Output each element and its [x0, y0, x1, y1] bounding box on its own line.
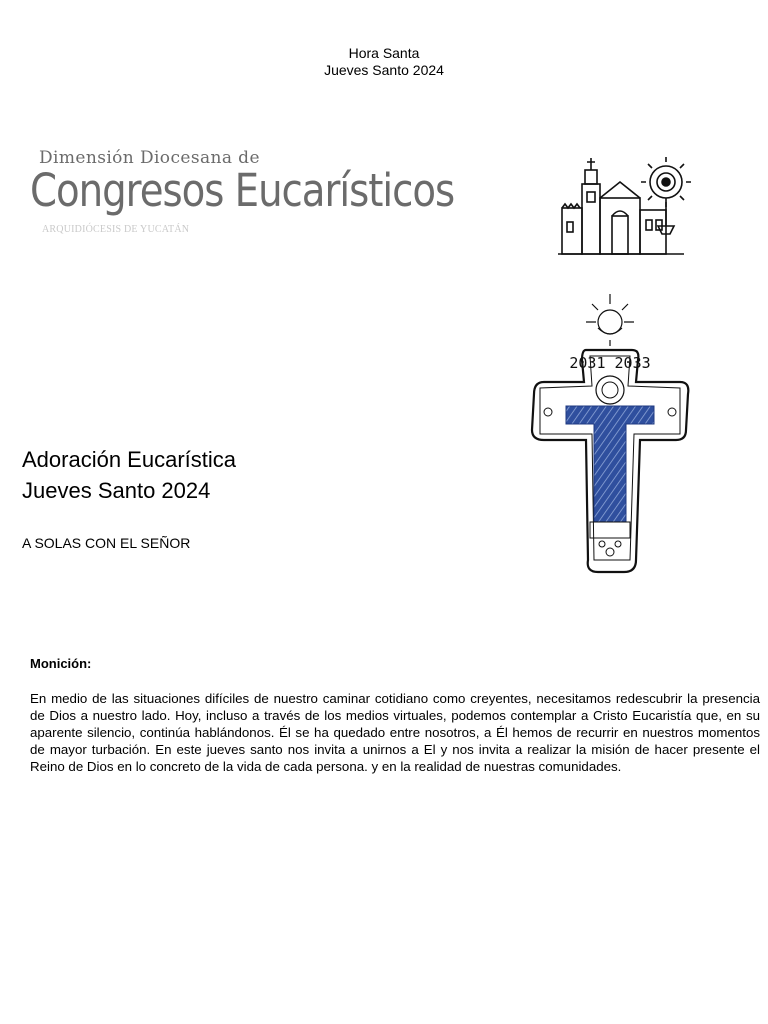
cross-years-label: 2031 2033 [569, 354, 651, 372]
congresos-logo [30, 148, 455, 235]
cross-jubilee-icon [526, 290, 696, 580]
header-line-1: Hora Santa [348, 45, 420, 61]
cathedral-monstrance-icon [556, 154, 696, 260]
document-header [0, 45, 768, 79]
logo-big-text: Congresos Eucarísticos [30, 164, 455, 217]
page-title [22, 444, 236, 506]
logo-sub-text: ARQUIDIÓCESIS DE YUCATÁN [42, 224, 190, 235]
title-line-1: Adoración Eucarística [22, 447, 236, 472]
title-line-2: Jueves Santo 2024 [22, 478, 211, 503]
monicion-heading: Monición: [30, 656, 92, 671]
logo-small-text: Dimensión Diocesana de [39, 148, 260, 168]
header-line-2: Jueves Santo 2024 [324, 62, 444, 78]
page-subtitle: A SOLAS CON EL SEÑOR [22, 535, 191, 551]
monicion-paragraph: En medio de las situaciones difíciles de nuestro caminar cotidiano como creyentes, necesitamos redescubrir la presencia de Dios a nuestro lado. Hoy, incluso a través de los medios virtuales, podemos contemplar a Cristo Eucaristía que, en su aparente silencio, continúa hablándonos. Él se ha quedado entre nosotros, a Él hemos de recurrir en nuestros momentos de mayor turbación. En este jueves santo nos invita a unirnos a El y nos invita a realizar la misión de hacer presente el Reino de Dios en lo concreto de la vida de cada persona. y en la realidad de nuestras comunidades. [30, 691, 760, 774]
